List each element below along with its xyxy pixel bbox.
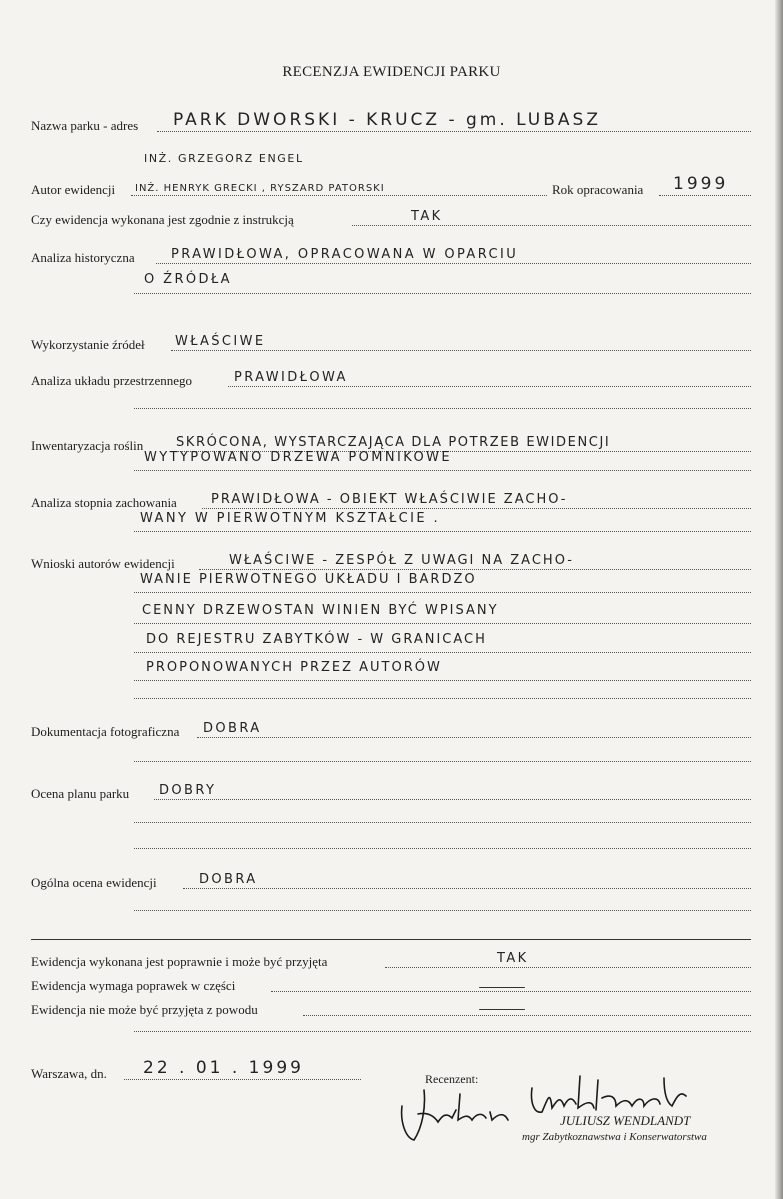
field-ogolna xyxy=(31,867,751,891)
label-historyczna: Analiza historyczna xyxy=(31,250,135,265)
label-zrodla: Wykorzystanie źródeł xyxy=(31,337,145,352)
value-rok: 1999 xyxy=(673,174,729,194)
value-wnioski-line2: WANIE PIERWOTNEGO UKŁADU I BARDZO xyxy=(140,572,477,587)
field-instrukcja xyxy=(31,204,751,228)
value-plan: DOBRY xyxy=(159,783,217,798)
field-nazwa xyxy=(31,110,751,134)
field-uklad xyxy=(31,365,751,389)
verdict-poprawki xyxy=(31,970,751,994)
dotted-line xyxy=(202,508,751,509)
dotted-line xyxy=(134,1031,751,1032)
section-divider xyxy=(31,939,751,940)
value-wnioski-line4: DO REJESTRU ZABYTKÓW - W GRANICACH xyxy=(146,632,487,647)
value-inwentaryzacja-line1: SKRÓCONA, WYSTARCZAJĄCA DLA POTRZEB EWIDENCJI xyxy=(176,435,611,450)
label-wnioski: Wnioski autorów ewidencji xyxy=(31,556,175,571)
value-zachowanie-line2: WANY W PIERWOTNYM KSZTAŁCIE . xyxy=(140,511,441,526)
value-zrodla: WŁAŚCIWE xyxy=(175,334,266,349)
dotted-line xyxy=(134,910,751,911)
value-ogolna: DOBRA xyxy=(199,872,258,887)
document-title: RECENZJA EWIDENCJI PARKU xyxy=(282,64,501,80)
dotted-line xyxy=(199,569,751,570)
field-historyczna xyxy=(31,242,751,266)
value-instrukcja: TAK xyxy=(411,209,443,224)
page-edge-shadow xyxy=(775,0,783,1199)
dotted-line xyxy=(157,131,751,132)
dotted-line xyxy=(124,1079,361,1080)
value-przyjeta: TAK xyxy=(497,951,529,966)
dotted-line xyxy=(385,967,751,968)
label-autor: Autor ewidencji xyxy=(31,182,116,197)
dotted-line xyxy=(228,386,751,387)
value-zachowanie-line1: PRAWIDŁOWA - OBIEKT WŁAŚCIWIE ZACHO- xyxy=(211,492,568,507)
dotted-line xyxy=(183,888,751,889)
label-nie: Ewidencja nie może być przyjęta z powodu xyxy=(31,1002,258,1017)
value-autor-line1: INŻ. GRZEGORZ ENGEL xyxy=(144,152,304,165)
dotted-line xyxy=(134,822,751,823)
dotted-line xyxy=(197,737,751,738)
reviewer-label: Recenzent: xyxy=(425,1072,479,1086)
dotted-line xyxy=(131,195,547,196)
field-zachowanie xyxy=(31,487,751,511)
label-przyjeta: Ewidencja wykonana jest poprawnie i może być przyjęta xyxy=(31,954,328,969)
label-foto: Dokumentacja fotograficzna xyxy=(31,724,180,739)
value-autor-line2: INŻ. HENRYK GRECKI , RYSZARD PATORSKI xyxy=(135,183,385,194)
value-inwentaryzacja-line2: WYTYPOWANO DRZEWA POMNIKOWE xyxy=(144,450,452,465)
dotted-line xyxy=(171,350,751,351)
dotted-line xyxy=(271,991,751,992)
label-poprawki: Ewidencja wymaga poprawek w części xyxy=(31,978,236,993)
dash-mark xyxy=(479,987,525,988)
dotted-line xyxy=(134,408,751,409)
dotted-line xyxy=(134,848,751,849)
value-wnioski-line5: PROPONOWANYCH PRZEZ AUTORÓW xyxy=(146,660,442,675)
field-wnioski xyxy=(31,548,751,572)
dash-mark xyxy=(479,1009,525,1010)
verdict-przyjeta xyxy=(31,946,751,970)
value-uklad: PRAWIDŁOWA xyxy=(234,370,348,385)
label-place: Warszawa, dn. xyxy=(31,1066,107,1081)
value-nazwa: PARK DWORSKI - KRUCZ - gm. LUBASZ xyxy=(173,110,601,130)
dotted-line xyxy=(154,799,751,800)
dotted-line xyxy=(303,1015,751,1016)
verdict-nie xyxy=(31,994,751,1018)
field-foto xyxy=(31,716,751,740)
dotted-line xyxy=(134,698,751,699)
dotted-line xyxy=(352,225,751,226)
label-rok: Rok opracowania xyxy=(552,182,644,197)
reviewer-name: JULIUSZ WENDLANDT xyxy=(560,1113,691,1128)
label-ogolna: Ogólna ocena ewidencji xyxy=(31,875,157,890)
dotted-line xyxy=(156,263,751,264)
dotted-line xyxy=(134,761,751,762)
value-historyczna-line2: O ŹRÓDŁA xyxy=(144,272,232,287)
label-plan: Ocena planu parku xyxy=(31,786,130,801)
field-autor xyxy=(31,174,751,198)
label-zachowanie: Analiza stopnia zachowania xyxy=(31,495,177,510)
reviewer-title: mgr Zabytkoznawstwa i Konserwatorstwa xyxy=(522,1131,707,1143)
label-inwentaryzacja: Inwentaryzacja roślin xyxy=(31,438,144,453)
value-historyczna-line1: PRAWIDŁOWA, OPRACOWANA W OPARCIU xyxy=(171,247,519,262)
label-instrukcja: Czy ewidencja wykonana jest zgodnie z instrukcją xyxy=(31,212,294,227)
value-foto: DOBRA xyxy=(203,721,262,736)
dotted-line xyxy=(659,195,751,196)
label-uklad: Analiza układu przestrzennego xyxy=(31,373,192,388)
value-wnioski-line1: WŁAŚCIWE - ZESPÓŁ Z UWAGI NA ZACHO- xyxy=(229,553,574,568)
field-zrodla xyxy=(31,329,751,353)
footer-date-row xyxy=(31,1058,361,1082)
label-nazwa: Nazwa parku - adres xyxy=(31,118,139,133)
value-wnioski-line3: CENNY DRZEWOSTAN WINIEN BYĆ WPISANY xyxy=(142,603,499,618)
field-plan xyxy=(31,778,751,802)
value-date: 22 . 01 . 1999 xyxy=(143,1058,304,1078)
